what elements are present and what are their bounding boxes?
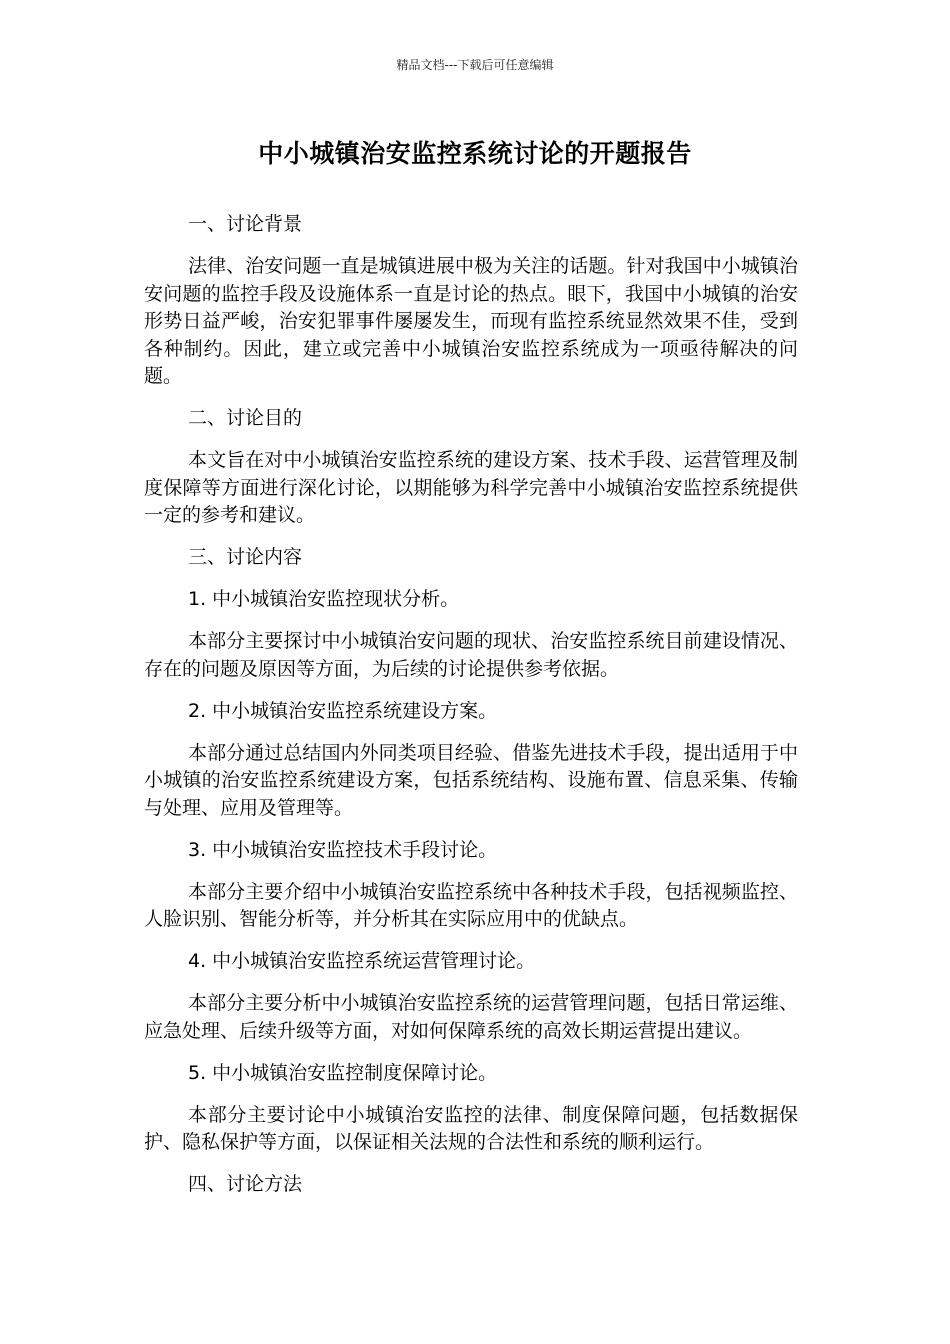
- document-title: 中小城镇治安监控系统讨论的开题报告: [258, 139, 692, 168]
- subheading-1: 1. 中小城镇治安监控现状分析。: [188, 588, 460, 610]
- document-body: [144, 211, 798, 1213]
- section-heading-purpose: 二、讨论目的: [188, 407, 303, 429]
- subheading-5: 5. 中小城镇治安监控制度保障讨论。: [188, 1061, 498, 1084]
- header-note: 精品文档---下载后可任意编辑: [396, 58, 554, 72]
- paragraph-purpose: 本文旨在对中小城镇治安监控系统的建设方案、技术手段、运营管理及制度保障等方面进行深化讨论，以期能够为科学完善中小城镇治安监控系统提供一定的参考和建议。: [144, 449, 798, 526]
- subheading-2: 2. 中小城镇治安监控系统建设方案。: [188, 699, 498, 722]
- paragraph-4: 本部分主要分析中小城镇治安监控系统的运营管理问题，包括日常运维、应急处理、后续升级等方面，对如何保障系统的高效长期运营提出建议。: [144, 992, 798, 1042]
- subheading-3: 3. 中小城镇治安监控技术手段讨论。: [188, 838, 498, 861]
- paragraph-background: 法律、治安问题一直是城镇进展中极为关注的话题。针对我国中小城镇治安问题的监控手段及设施体系一直是讨论的热点。眼下，我国中小城镇的治安形势日益严峻，治安犯罪事件屡屡发生，而现有监控系统显然效果不佳，受到各种制约。因此，建立或完善中小城镇治安监控系统成为一项亟待解决的问题。: [144, 255, 798, 387]
- paragraph-5: 本部分主要讨论中小城镇治安监控的法律、制度保障问题，包括数据保护、隐私保护等方面，以保证相关法规的合法性和系统的顺利运行。: [144, 1103, 798, 1153]
- section-heading-content: 三、讨论内容: [188, 546, 303, 568]
- paragraph-3: 本部分主要介绍中小城镇治安监控系统中各种技术手段，包括视频监控、人脸识别、智能分析等，并分析其在实际应用中的优缺点。: [144, 880, 798, 930]
- section-heading-background: 一、讨论背景: [188, 213, 303, 235]
- paragraph-1: 本部分主要探讨中小城镇治安问题的现状、治安监控系统目前建设情况、存在的问题及原因等方面，为后续的讨论提供参考依据。: [144, 630, 798, 680]
- paragraph-2: 本部分通过总结国内外同类项目经验、借鉴先进技术手段，提出适用于中小城镇的治安监控系统建设方案，包括系统结构、设施布置、信息采集、传输与处理、应用及管理等。: [144, 741, 798, 819]
- section-heading-method: 四、讨论方法: [188, 1173, 303, 1195]
- subheading-4: 4. 中小城镇治安监控系统运营管理讨论。: [188, 950, 536, 972]
